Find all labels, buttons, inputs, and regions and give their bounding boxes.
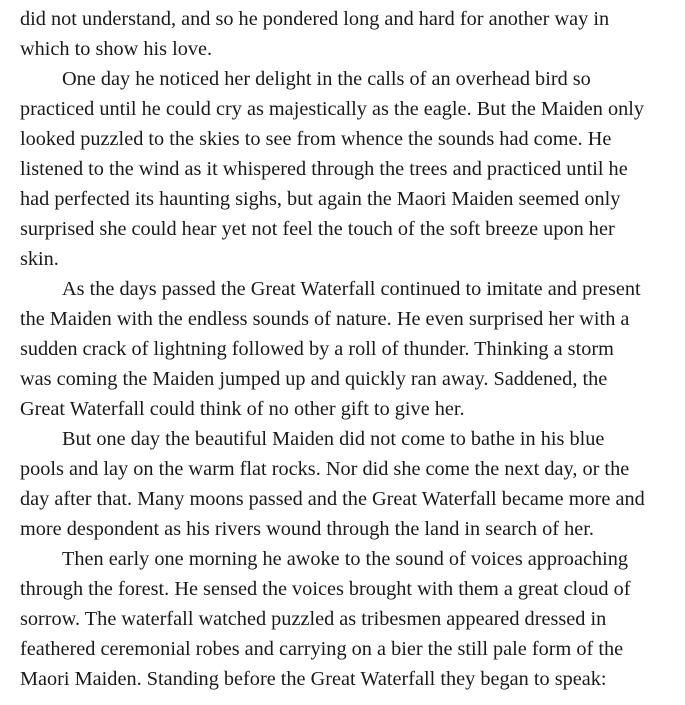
text-line: Great Waterfall could think of no other gift to give her. — [20, 398, 465, 420]
text-line: looked puzzled to the skies to see from whence the sounds had come. He — [20, 128, 612, 150]
paragraph — [20, 424, 682, 544]
text-line: more despondent as his rivers wound through the land in search of her. — [20, 518, 594, 540]
document-page — [20, 4, 682, 694]
paragraph — [20, 64, 682, 274]
text-line: Then early one morning he awoke to the sound of voices approaching — [62, 548, 629, 570]
text-line: But one day the beautiful Maiden did not come to bathe in his blue — [62, 428, 605, 450]
text-line: pools and lay on the warm flat rocks. Nor did she come the next day, or the — [20, 458, 630, 480]
text-line: feathered ceremonial robes and carrying on a bier the still pale form of the — [20, 638, 624, 660]
text-line: Maori Maiden. Standing before the Great Waterfall they began to speak: — [20, 668, 607, 690]
text-line: surprised she could hear yet not feel the touch of the soft breeze upon her — [20, 218, 615, 240]
paragraph — [20, 4, 682, 64]
text-line: did not understand, and so he pondered long and hard for another way in — [20, 8, 610, 30]
text-line: listened to the wind as it whispered through the trees and practiced until he — [20, 158, 628, 180]
text-line: sorrow. The waterfall watched puzzled as tribesmen appeared dressed in — [20, 608, 607, 630]
text-line: One day he noticed her delight in the calls of an overhead bird so — [62, 68, 591, 90]
text-line: the Maiden with the endless sounds of nature. He even surprised her with a — [20, 308, 630, 330]
text-line: was coming the Maiden jumped up and quickly ran away. Saddened, the — [20, 368, 608, 390]
text-line: day after that. Many moons passed and the Great Waterfall became more and — [20, 488, 645, 510]
text-line: sudden crack of lightning followed by a roll of thunder. Thinking a storm — [20, 338, 614, 360]
paragraph — [20, 274, 682, 424]
text-line: practiced until he could cry as majestically as the eagle. But the Maiden only — [20, 98, 645, 120]
text-line: skin. — [20, 248, 59, 270]
text-line: As the days passed the Great Waterfall continued to imitate and present — [62, 278, 641, 300]
paragraph — [20, 544, 682, 694]
text-line: through the forest. He sensed the voices brought with them a great cloud of — [20, 578, 631, 600]
text-line: had perfected its haunting sighs, but again the Maori Maiden seemed only — [20, 188, 621, 210]
text-line: which to show his love. — [20, 38, 213, 60]
